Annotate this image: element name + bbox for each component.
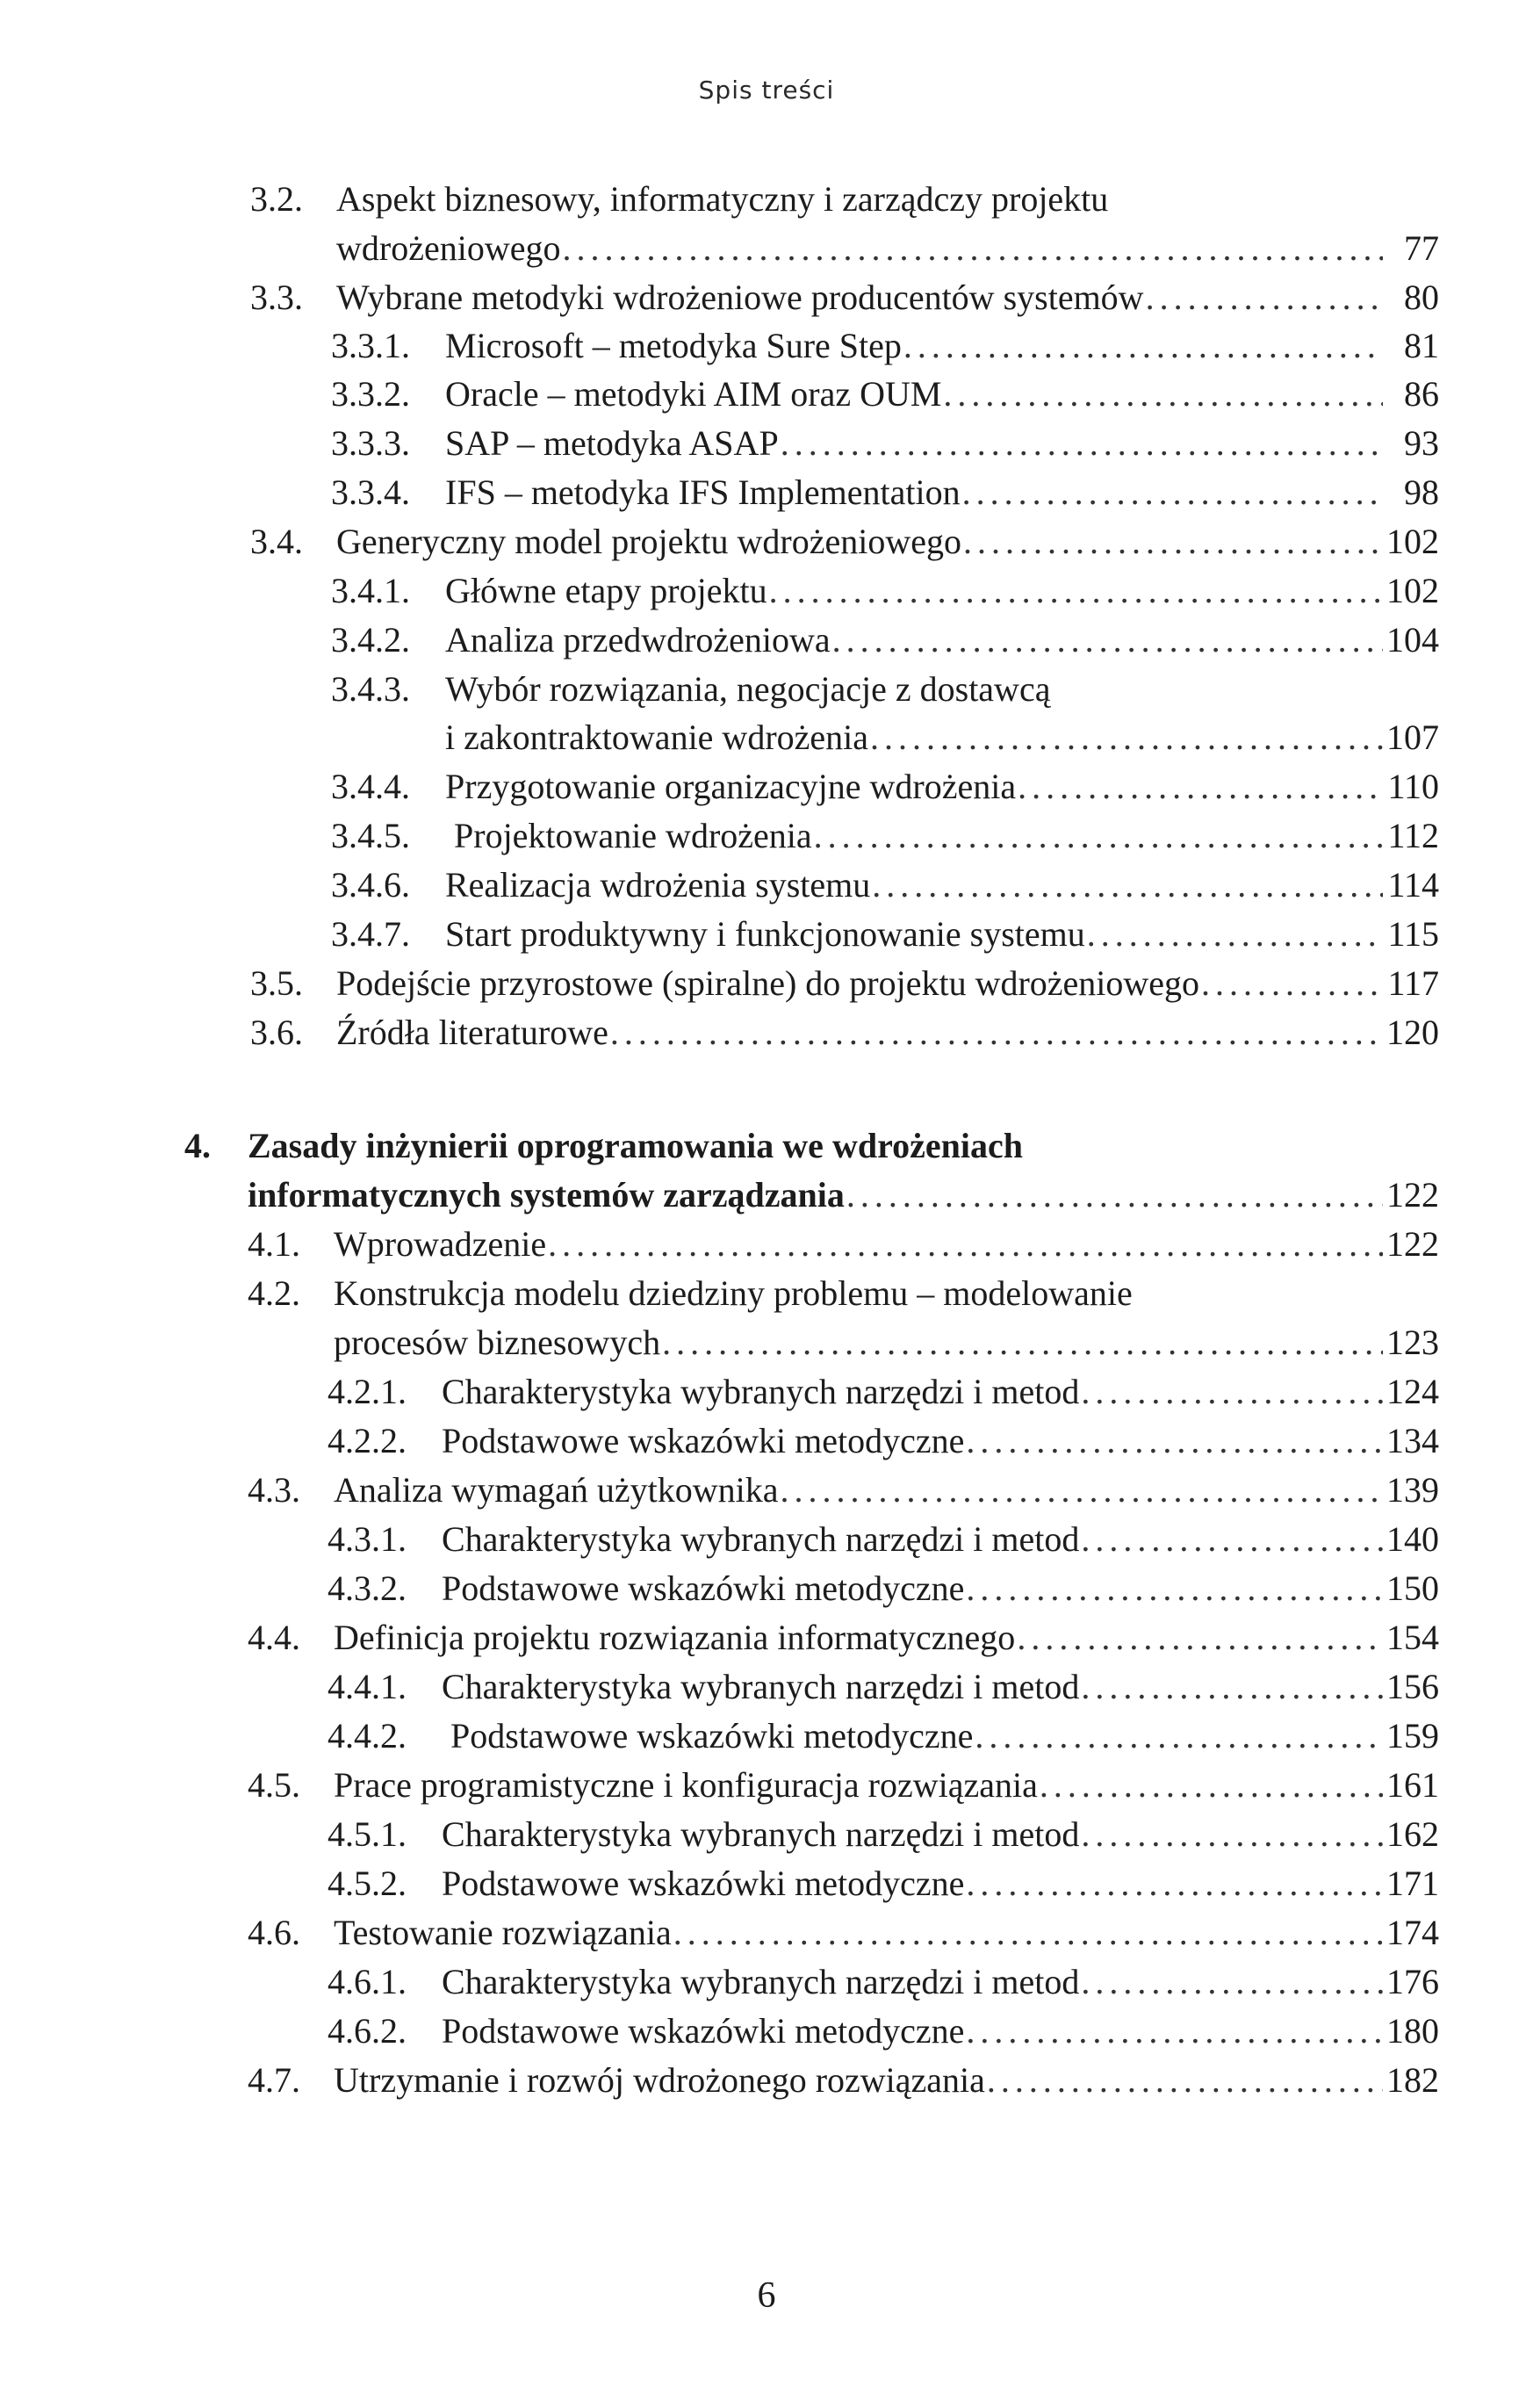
toc-entry [331, 468, 1439, 517]
dot-leader [963, 517, 1383, 566]
toc-entry [327, 1662, 1439, 1712]
toc-entry [250, 517, 1439, 566]
toc-entry-title: Projektowanie wdrożenia [454, 816, 812, 855]
toc-page-number: 114 [1387, 865, 1439, 905]
toc-entry-number: 4.1. [248, 1224, 300, 1264]
toc-entry [327, 2007, 1439, 2056]
dot-leader [610, 1008, 1383, 1057]
toc-entry-title: Podstawowe wskazówki metodyczne [442, 2011, 965, 2051]
toc-entry-number: 3.4.2. [331, 620, 410, 660]
toc-entry [248, 1613, 1439, 1662]
toc-entry-number: 4.5.2. [327, 1864, 407, 1903]
toc-entry-number: 4.5. [248, 1765, 300, 1805]
toc-entry-number: 4.2.2. [327, 1421, 407, 1460]
toc-entry [331, 665, 1050, 714]
toc-entry-number: 4.2.1. [327, 1372, 407, 1411]
toc-entry-number: 3.4.6. [331, 865, 410, 905]
toc-entry-title: Podstawowe wskazówki metodyczne [442, 1421, 965, 1460]
toc-entry-title: Główne etapy projektu [445, 571, 767, 610]
dot-leader [814, 811, 1383, 861]
dot-leader [1087, 910, 1383, 959]
toc-entry [331, 321, 1439, 371]
toc-page-number: 102 [1386, 571, 1439, 610]
dot-leader [781, 1466, 1383, 1515]
toc-page-number: 139 [1386, 1470, 1439, 1510]
dot-leader [966, 1417, 1383, 1466]
dot-leader [1081, 1515, 1383, 1564]
toc-entry-title: Testowanie rozwiązania [334, 1913, 672, 1952]
toc-entry [248, 1761, 1439, 1810]
page-number: 6 [757, 2275, 776, 2316]
toc-page-number: 80 [1404, 278, 1439, 317]
toc-page-number: 176 [1386, 1962, 1439, 2001]
toc-entry-title: Analiza przedwdrożeniowa [445, 620, 831, 660]
running-header: Spis treści [698, 76, 835, 105]
toc-entry-number: 3.3.4. [331, 472, 410, 512]
dot-leader [1081, 1662, 1383, 1712]
toc-page-number: 156 [1386, 1667, 1439, 1706]
toc-entry [327, 1367, 1439, 1417]
toc-entry [331, 861, 1439, 910]
toc-entry-line [445, 713, 1439, 762]
dot-leader [870, 713, 1383, 762]
toc-entry-title: Microsoft – metodyka Sure Step [445, 326, 902, 365]
toc-entry [327, 1957, 1439, 2007]
toc-entry-number: 3.5. [250, 963, 303, 1003]
toc-page-number: 124 [1386, 1372, 1439, 1411]
toc-entry-number: 3.4.3. [331, 669, 410, 709]
toc-entry-title: Prace programistyczne i konfiguracja rozwiązania [334, 1765, 1038, 1805]
dot-leader [548, 1220, 1383, 1269]
toc-entry-title-continued: wdrożeniowego [336, 228, 561, 268]
toc-entry-title: Utrzymanie i rozwój wdrożonego rozwiązania [334, 2060, 985, 2100]
toc-entry-title: Generyczny model projektu wdrożeniowego [336, 522, 961, 561]
toc-entry [327, 1417, 1439, 1466]
dot-leader [966, 2007, 1383, 2056]
toc-page-number: 154 [1386, 1618, 1439, 1657]
toc-page-number: 107 [1386, 717, 1439, 757]
dot-leader [673, 1908, 1383, 1957]
chapter-title-continued: informatycznych systemów zarządzania [248, 1175, 845, 1215]
toc-page-number: 117 [1387, 963, 1439, 1003]
toc-entry-number: 3.4.4. [331, 767, 410, 806]
dot-leader [987, 2056, 1383, 2105]
toc-entry-number: 4.7. [248, 2060, 300, 2100]
dot-leader [1201, 959, 1383, 1008]
toc-entry [331, 566, 1439, 616]
toc-entry-title: Wybór rozwiązania, negocjacje z dostawcą [445, 669, 1051, 709]
dot-leader [943, 370, 1383, 419]
toc-entry-title: IFS – metodyka IFS Implementation [445, 472, 961, 512]
toc-entry-number: 3.4. [250, 522, 303, 561]
toc-entry-title: Konstrukcja modelu dziedziny problemu – modelowanie [334, 1273, 1133, 1313]
dot-leader [662, 1318, 1383, 1367]
toc-entry-number: 3.4.5. [331, 816, 410, 855]
dot-leader [562, 224, 1383, 273]
toc-page-number: 180 [1386, 2011, 1439, 2051]
dot-leader [769, 566, 1383, 616]
toc-page-number: 110 [1387, 767, 1439, 806]
toc-entry-number: 4.6.1. [327, 1962, 407, 2001]
dot-leader [1018, 762, 1383, 811]
toc-page-number: 161 [1386, 1765, 1439, 1805]
toc-entry-number: 3.3.2. [331, 374, 410, 414]
toc-entry [331, 370, 1439, 419]
chapter-title: Zasady inżynierii oprogramowania we wdrożeniach [248, 1126, 1023, 1165]
toc-entry [327, 1712, 1439, 1761]
toc-entry-title: Przygotowanie organizacyjne wdrożenia [445, 767, 1017, 806]
toc-entry [248, 2056, 1439, 2105]
dot-leader [1017, 1613, 1383, 1662]
toc-entry-number: 4.4.1. [327, 1667, 407, 1706]
toc-entry [331, 910, 1439, 959]
toc-entry-number: 3.4.7. [331, 914, 410, 954]
toc-entry [250, 273, 1439, 322]
toc-page-number: 77 [1404, 228, 1439, 268]
toc-entry-title: Podstawowe wskazówki metodyczne [442, 1568, 965, 1608]
toc-entry [331, 419, 1439, 468]
toc-page-number: 120 [1386, 1013, 1439, 1052]
toc-entry-title: Wybrane metodyki wdrożeniowe producentów systemów [336, 278, 1144, 317]
toc-entry-title: Charakterystyka wybranych narzędzi i metod [442, 1814, 1080, 1854]
toc-page-number: 93 [1404, 423, 1439, 463]
toc-entry-number: 3.3.3. [331, 423, 410, 463]
chapter-number: 4. [184, 1126, 211, 1165]
toc-entry-title: Charakterystyka wybranych narzędzi i metod [442, 1962, 1080, 2001]
toc-entry-title: Aspekt biznesowy, informatyczny i zarządczy projektu [336, 179, 1109, 219]
toc-entry-line [334, 1318, 1439, 1367]
toc-entry-number: 4.2. [248, 1273, 300, 1313]
toc-page-number: 150 [1386, 1568, 1439, 1608]
toc-page-number: 123 [1386, 1323, 1439, 1362]
toc-entry-title: Charakterystyka wybranych narzędzi i metod [442, 1519, 1080, 1559]
dot-leader [872, 861, 1383, 910]
toc-entry [248, 1466, 1439, 1515]
toc-page-number: 171 [1386, 1864, 1439, 1903]
toc-page-number: 122 [1386, 1175, 1439, 1215]
toc-entry [250, 175, 1108, 224]
toc-entry-title: Definicja projektu rozwiązania informatycznego [334, 1618, 1016, 1657]
toc-page-number: 162 [1386, 1814, 1439, 1854]
toc-entry-number: 3.2. [250, 179, 303, 219]
toc-entry-title: Podstawowe wskazówki metodyczne [442, 1864, 965, 1903]
toc-entry-title: Charakterystyka wybranych narzędzi i metod [442, 1667, 1080, 1706]
toc-entry-number: 4.3. [248, 1470, 300, 1510]
chapter-heading [184, 1121, 1023, 1171]
toc-page-number: 182 [1386, 2060, 1439, 2100]
toc-entry [248, 1220, 1439, 1269]
toc-entry [327, 1564, 1439, 1613]
toc-entry [331, 762, 1439, 811]
toc-entry-title: Podstawowe wskazówki metodyczne [450, 1716, 974, 1756]
dot-leader [962, 468, 1383, 517]
dot-leader [1040, 1761, 1383, 1810]
dot-leader [1081, 1367, 1383, 1417]
toc-entry-title-continued: procesów biznesowych [334, 1323, 661, 1362]
toc-entry-title: Start produktywny i funkcjonowanie systemu [445, 914, 1085, 954]
toc-entry-number: 4.4. [248, 1618, 300, 1657]
toc-entry-title: Wprowadzenie [334, 1224, 547, 1264]
toc-entry [327, 1515, 1439, 1564]
toc-entry [250, 1008, 1439, 1057]
toc-entry-number: 3.6. [250, 1013, 303, 1052]
toc-entry-number: 4.4.2. [327, 1716, 407, 1756]
dot-leader [975, 1712, 1383, 1761]
toc-page-number: 86 [1404, 374, 1439, 414]
toc-entry [248, 1908, 1439, 1957]
toc-page-number: 98 [1404, 472, 1439, 512]
toc-entry-title: Źródła literaturowe [336, 1013, 608, 1052]
toc-page-number: 81 [1404, 326, 1439, 365]
toc-entry [327, 1859, 1439, 1908]
toc-entry-number: 4.3.2. [327, 1568, 407, 1608]
toc-entry-title: Analiza wymagań użytkownika [334, 1470, 779, 1510]
toc-page-number: 104 [1386, 620, 1439, 660]
dot-leader [1146, 273, 1383, 322]
toc-entry-number: 4.6.2. [327, 2011, 407, 2051]
toc-entry-number: 3.4.1. [331, 571, 410, 610]
toc-entry-title: Podejście przyrostowe (spiralne) do projektu wdrożeniowego [336, 963, 1200, 1003]
toc-page-number: 102 [1386, 522, 1439, 561]
dot-leader [781, 419, 1383, 468]
toc-page-number: 134 [1386, 1421, 1439, 1460]
dot-leader [832, 616, 1383, 665]
dot-leader [846, 1171, 1383, 1220]
toc-entry-line [336, 224, 1439, 273]
dot-leader [966, 1859, 1383, 1908]
toc-entry-number: 4.3.1. [327, 1519, 407, 1559]
toc-entry-number: 4.5.1. [327, 1814, 407, 1854]
toc-page-number: 174 [1386, 1913, 1439, 1952]
toc-entry-title-continued: i zakontraktowanie wdrożenia [445, 717, 869, 757]
toc-page-number: 159 [1386, 1716, 1439, 1756]
toc-entry [248, 1269, 1133, 1318]
dot-leader [966, 1564, 1383, 1613]
toc-entry [327, 1810, 1439, 1859]
toc-page-number: 122 [1386, 1224, 1439, 1264]
dot-leader [1081, 1810, 1383, 1859]
toc-entry-number: 4.6. [248, 1913, 300, 1952]
toc-page-number: 115 [1387, 914, 1439, 954]
toc-entry-title: SAP – metodyka ASAP [445, 423, 779, 463]
chapter-heading-line [248, 1171, 1439, 1220]
toc-entry-title: Charakterystyka wybranych narzędzi i metod [442, 1372, 1080, 1411]
toc-entry [250, 959, 1439, 1008]
toc-entry-number: 3.3. [250, 278, 303, 317]
toc-entry-number: 3.3.1. [331, 326, 410, 365]
toc-page-number: 140 [1386, 1519, 1439, 1559]
toc-entry [331, 811, 1439, 861]
toc-page-number: 112 [1387, 816, 1439, 855]
toc-entry-title: Oracle – metodyki AIM oraz OUM [445, 374, 942, 414]
dot-leader [903, 321, 1383, 371]
dot-leader [1081, 1957, 1383, 2007]
toc-entry-title: Realizacja wdrożenia systemu [445, 865, 871, 905]
toc-entry [331, 616, 1439, 665]
